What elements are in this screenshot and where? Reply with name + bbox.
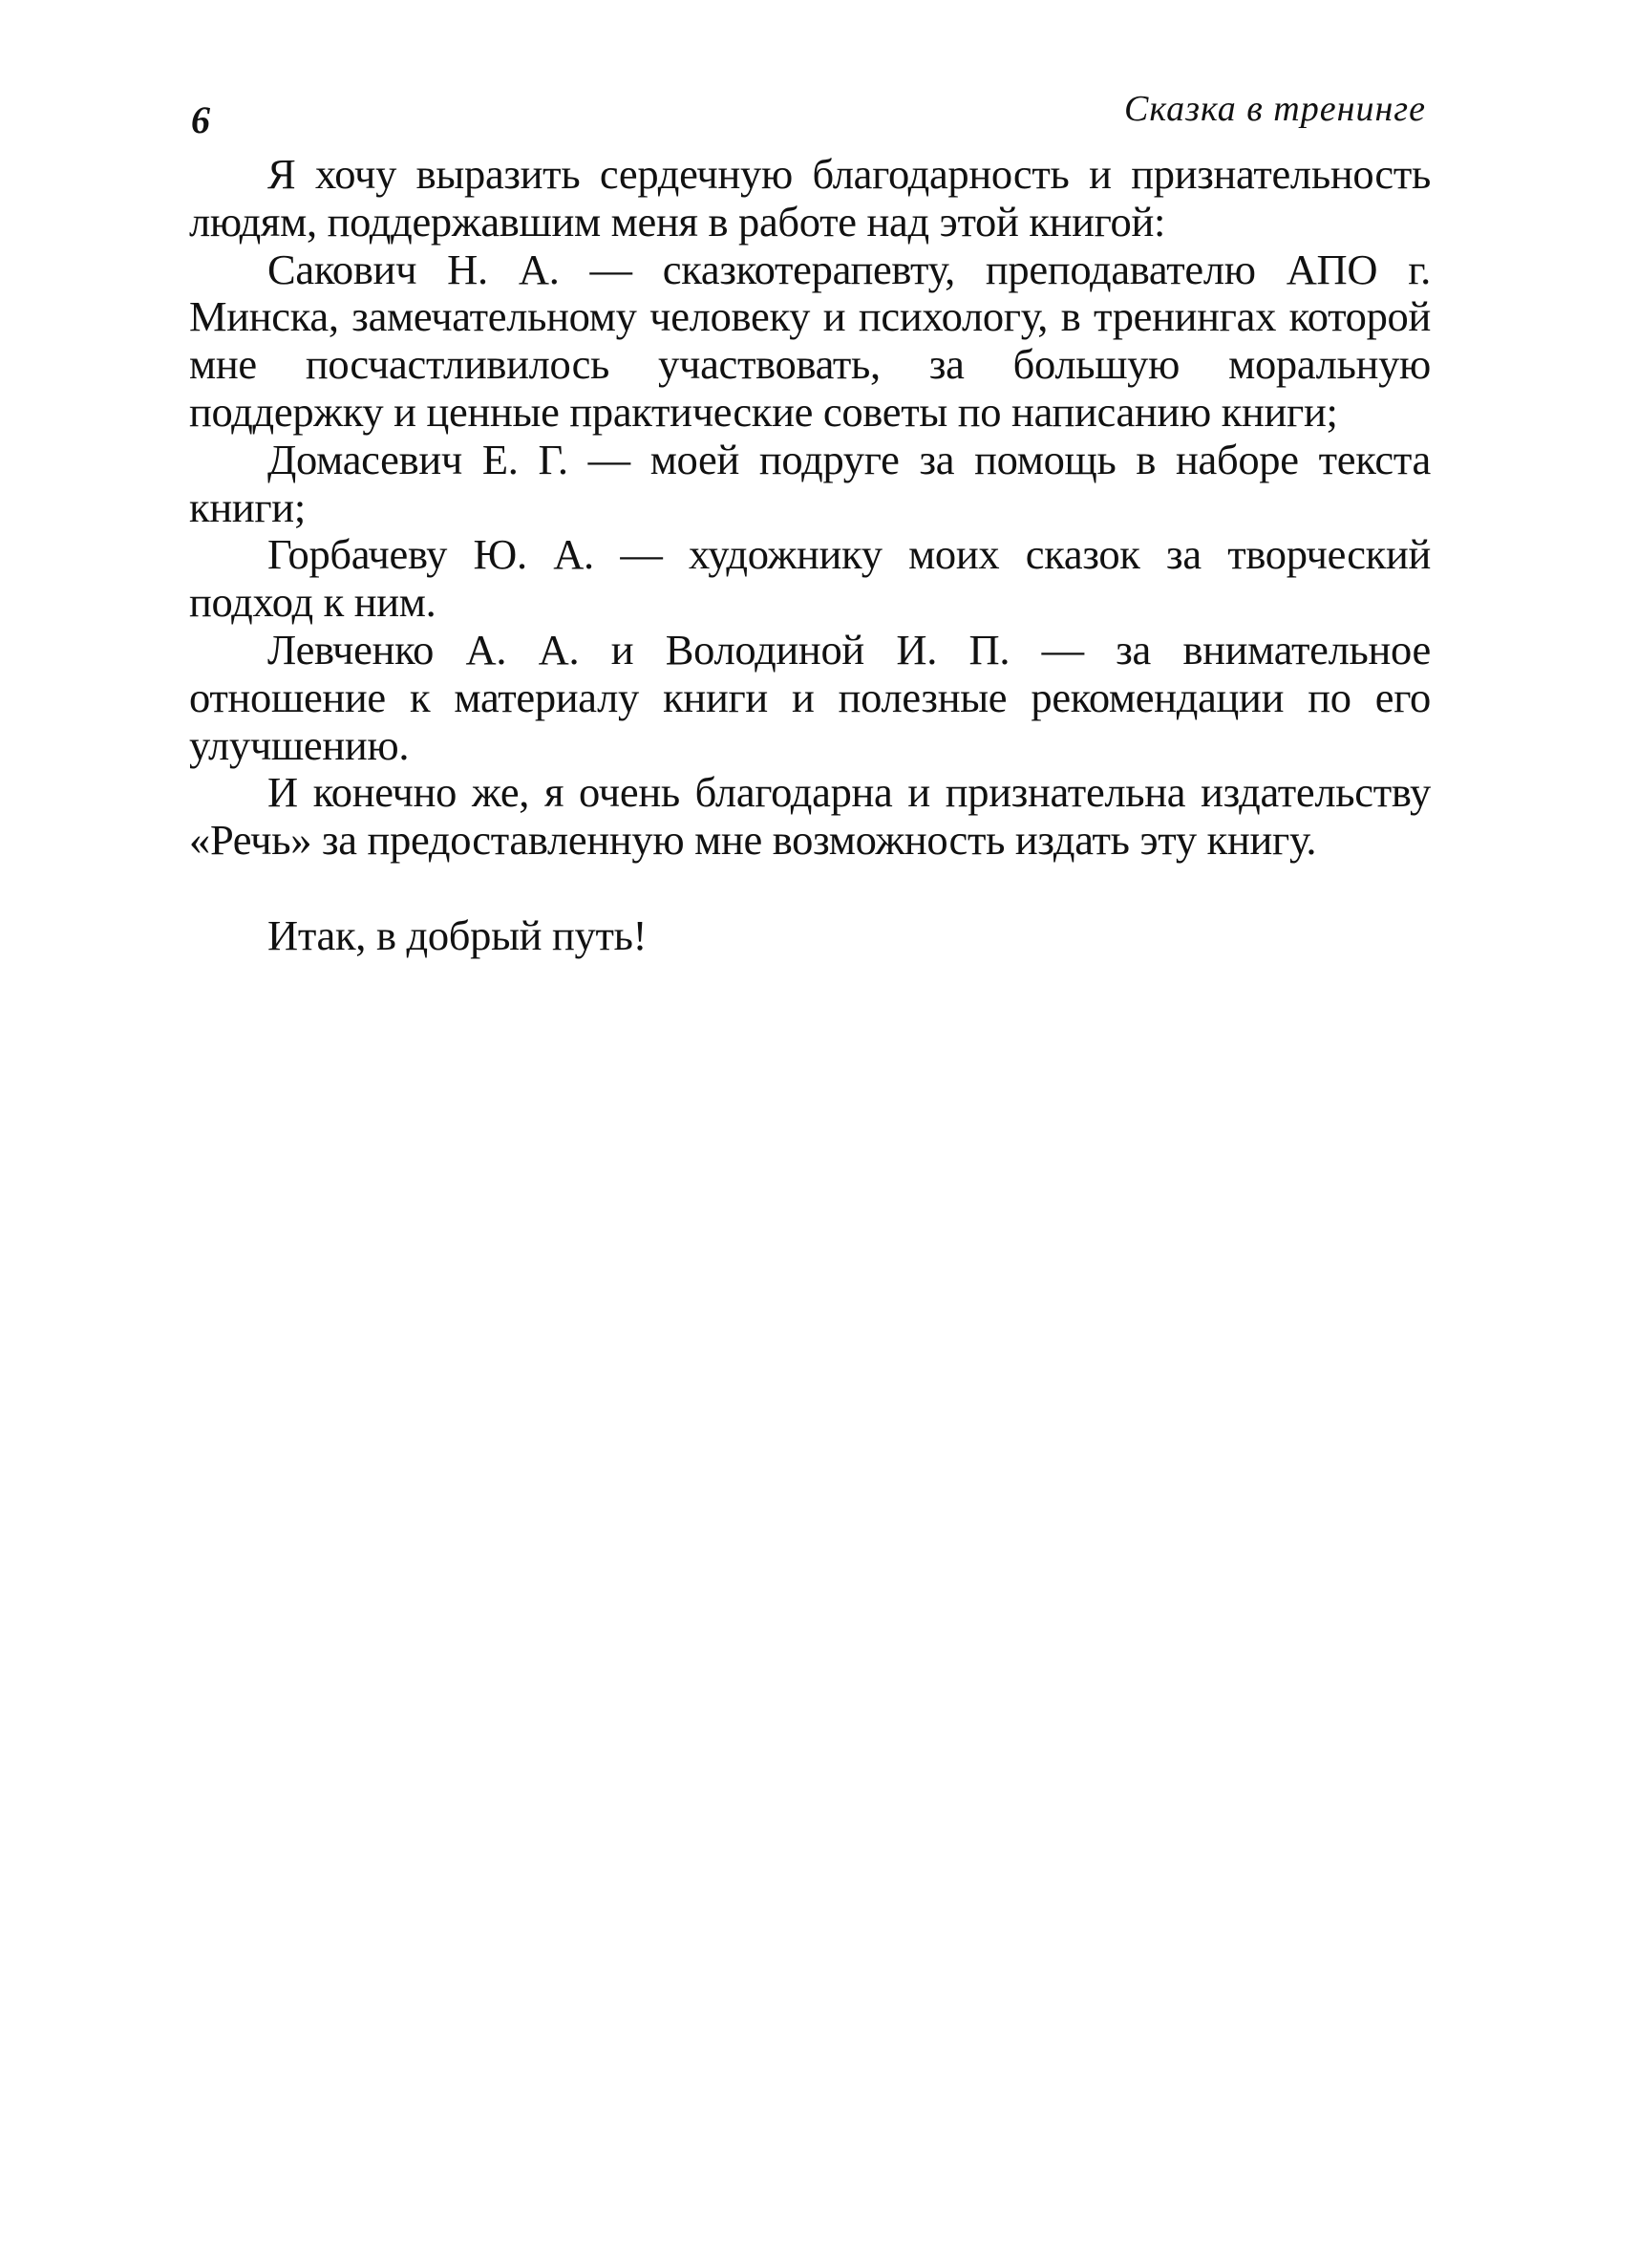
acknowledgements-text bbox=[189, 151, 1431, 960]
running-title: Сказка в тренинге bbox=[1123, 89, 1426, 129]
paragraph-gratitude-intro: Я хочу выразить сердечную благодарность и признательность людям, поддержавшим меня в работе над этой книгой: bbox=[189, 150, 1431, 246]
paragraph-sakovich: Сакович Н. А. — сказкотерапевту, преподавателю АПО г. Минска, замечательному человеку и психологу, в тренингах которой мне посчастливилось участвовать, за большую моральную поддержку и ценные практические советы по написанию книги; bbox=[189, 245, 1431, 436]
paragraph-levchenko-volodina: Левченко А. А. и Володиной И. П. — за внимательное отношение к материалу книги и полезные рекомендации по его улучшению. bbox=[189, 625, 1431, 769]
paragraph-domasevich: Домасевич Е. Г. — моей подруге за помощь в наборе текста книги; bbox=[189, 435, 1431, 531]
paragraph-gorbachev: Горбачеву Ю. А. — художнику моих сказок за творческий подход к ним. bbox=[189, 530, 1431, 627]
page-number: 6 bbox=[191, 98, 210, 141]
paragraph-publisher: И конечно же, я очень благодарна и признательна издательству «Речь» за предоставленную мне возможность издать эту книгу. bbox=[189, 768, 1431, 865]
closing-line: Итак, в добрый путь! bbox=[267, 910, 648, 959]
